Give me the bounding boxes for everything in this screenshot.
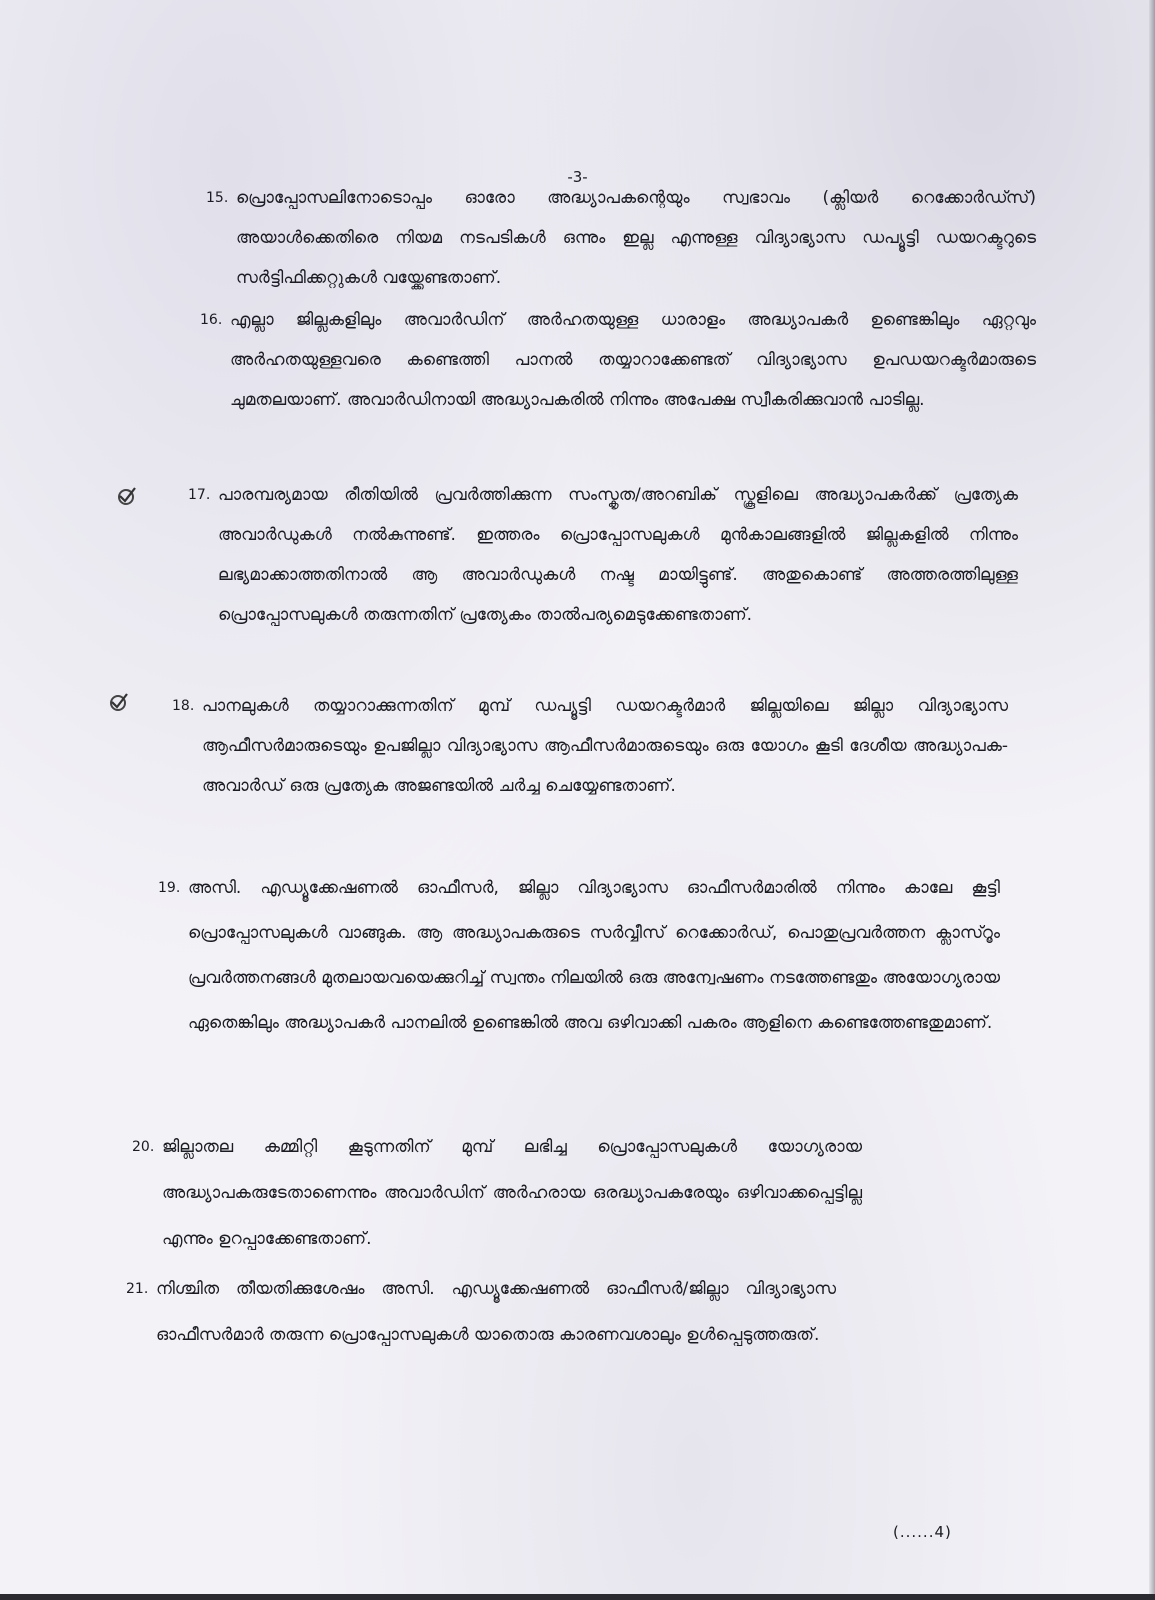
paragraph-number: 21. — [126, 1281, 149, 1297]
paragraph-number: 20. — [132, 1139, 155, 1155]
paragraph-text: ജില്ലാതല കമ്മിറ്റി കൂടുന്നതിന് മുമ്പ് ലഭിച്ച പ്രൊപ്പോസലുകൾ യോഗ്യരായ അദ്ധ്യാപകരുടേതാണെന്നും അവാർഡിന് അർഹരായ ഒരദ്ധ്യാപകരേയും ഒഴിവാക്കപ്പെട്ടില്ല എന്നും ഉറപ്പാക്കേണ്ടതാണ്. — [162, 1137, 862, 1249]
paragraph-number: 17. — [188, 487, 211, 503]
paragraph-text: അസി. എഡ്യൂക്കേഷണൽ ഓഫീസർ, ജില്ലാ വിദ്യാഭ്യാസ ഓഫീസർമാരിൽ നിന്നും കാലേ കൂട്ടി പ്രൊപ്പോസലുകൾ വാങ്ങുക. ആ അദ്ധ്യാപകരുടെ സർവ്വീസ് റെക്കോർഡ്, പൊതുപ്രവർത്തന ക്ലാസ്റൂം പ്രവർത്തനങ്ങൾ മുതലായവയെക്കുറിച്ച് സ്വന്തം നിലയിൽ ഒരു അന്വേഷണം നടത്തേണ്ടതും അയോഗ്യരായ ഏതെങ്കിലും അദ്ധ്യാപകർ പാനലിൽ ഉണ്ടെങ്കിൽ അവ ഒഴിവാക്കി പകരം ആളിനെ കണ്ടെത്തേണ്ടതുമാണ്. — [188, 878, 1000, 1033]
page-number: -3- — [567, 168, 588, 186]
paragraph-text: പാനലുകൾ തയ്യാറാക്കുന്നതിന് മുമ്പ് ഡപ്യൂട്ടി ഡയറക്ടർമാർ ജില്ലയിലെ ജില്ലാ വിദ്യാഭ്യാസ ആഫീസർമാരുടെയും ഉപജില്ലാ വിദ്യാഭ്യാസ ആഫീസർമാരുടെയും ഒരു യോഗം കൂടി ദേശീയ അദ്ധ്യാപക-അവാർഡ് ഒരു പ്രത്യേക അജണ്ടയിൽ ചർച്ച ചെയ്യേണ്ടതാണ്. — [202, 696, 1008, 796]
paragraph-text: നിശ്ചിത തീയതിക്കുശേഷം അസി. എഡ്യൂക്കേഷണൽ ഓഫീസർ/ജില്ലാ വിദ്യാഭ്യാസ ഓഫീസർമാർ തരുന്ന പ്രൊപ്പോസലുകൾ യാതൊരു കാരണവശാലും ഉൾപ്പെടുത്തരുത്. — [156, 1279, 836, 1345]
paragraph-21 — [126, 1266, 836, 1358]
continuation-marker: (......4) — [893, 1523, 952, 1541]
handwritten-tick-icon — [114, 484, 138, 508]
handwritten-tick-icon — [106, 690, 130, 714]
paragraph-20 — [132, 1124, 862, 1262]
paragraph-text: പ്രൊപ്പോസലിനോടൊപ്പം ഓരോ അദ്ധ്യാപകന്റെയും സ്വഭാവം (ക്ലിയർ റെക്കോർഡ്സ്) അയാൾക്കെതിരെ നിയമ നടപടികൾ ഒന്നും ഇല്ല എന്നുള്ള വിദ്യാഭ്യാസ ഡപ്യൂട്ടി ഡയറക്ടറുടെ സർട്ടിഫിക്കറ്റുകൾ വയ്ക്കേണ്ടതാണ്. — [236, 188, 1036, 288]
paragraph-number: 16. — [200, 312, 223, 328]
paragraph-17 — [188, 475, 1018, 635]
scan-edge-bottom — [0, 1594, 1155, 1600]
paragraph-15 — [206, 178, 1036, 298]
paragraph-18 — [172, 686, 1008, 806]
paragraph-number: 19. — [158, 880, 181, 896]
paragraph-text: എല്ലാ ജില്ലകളിലും അവാർഡിന് അർഹതയുള്ള ധാരാളം അദ്ധ്യാപകർ ഉണ്ടെങ്കിലും ഏറ്റവും അർഹതയുള്ളവരെ കണ്ടെത്തി പാനൽ തയ്യാറാക്കേണ്ടത് വിദ്യാഭ്യാസ ഉപഡയറക്ടർമാരുടെ ചുമതലയാണ്. അവാർഡിനായി അദ്ധ്യാപകരിൽ നിന്നും അപേക്ഷ സ്വീകരിക്കുവാൻ പാടില്ല. — [230, 310, 1036, 410]
paragraph-19 — [158, 866, 1000, 1046]
paragraph-16 — [200, 300, 1036, 420]
paragraph-text: പാരമ്പര്യമായ രീതിയിൽ പ്രവർത്തിക്കുന്ന സംസ്കൃത/അറബിക് സ്കൂളിലെ അദ്ധ്യാപകർക്ക് പ്രത്യേക അവാർഡുകൾ നൽകുന്നുണ്ട്. ഇത്തരം പ്രൊപ്പോസലുകൾ മുൻകാലങ്ങളിൽ ജില്ലകളിൽ നിന്നും ലഭ്യമാക്കാത്തതിനാൽ ആ അവാർഡുകൾ നഷ്ട മായിട്ടുണ്ട്. അതുകൊണ്ട് അത്തരത്തിലുള്ള പ്രൊപ്പോസലുകൾ തരുന്നതിന് പ്രത്യേകം താൽപര്യമെടുക്കേണ്ടതാണ്. — [218, 485, 1018, 625]
paragraph-number: 15. — [206, 190, 229, 206]
paragraph-number: 18. — [172, 698, 195, 714]
scan-edge — [1149, 0, 1155, 1600]
